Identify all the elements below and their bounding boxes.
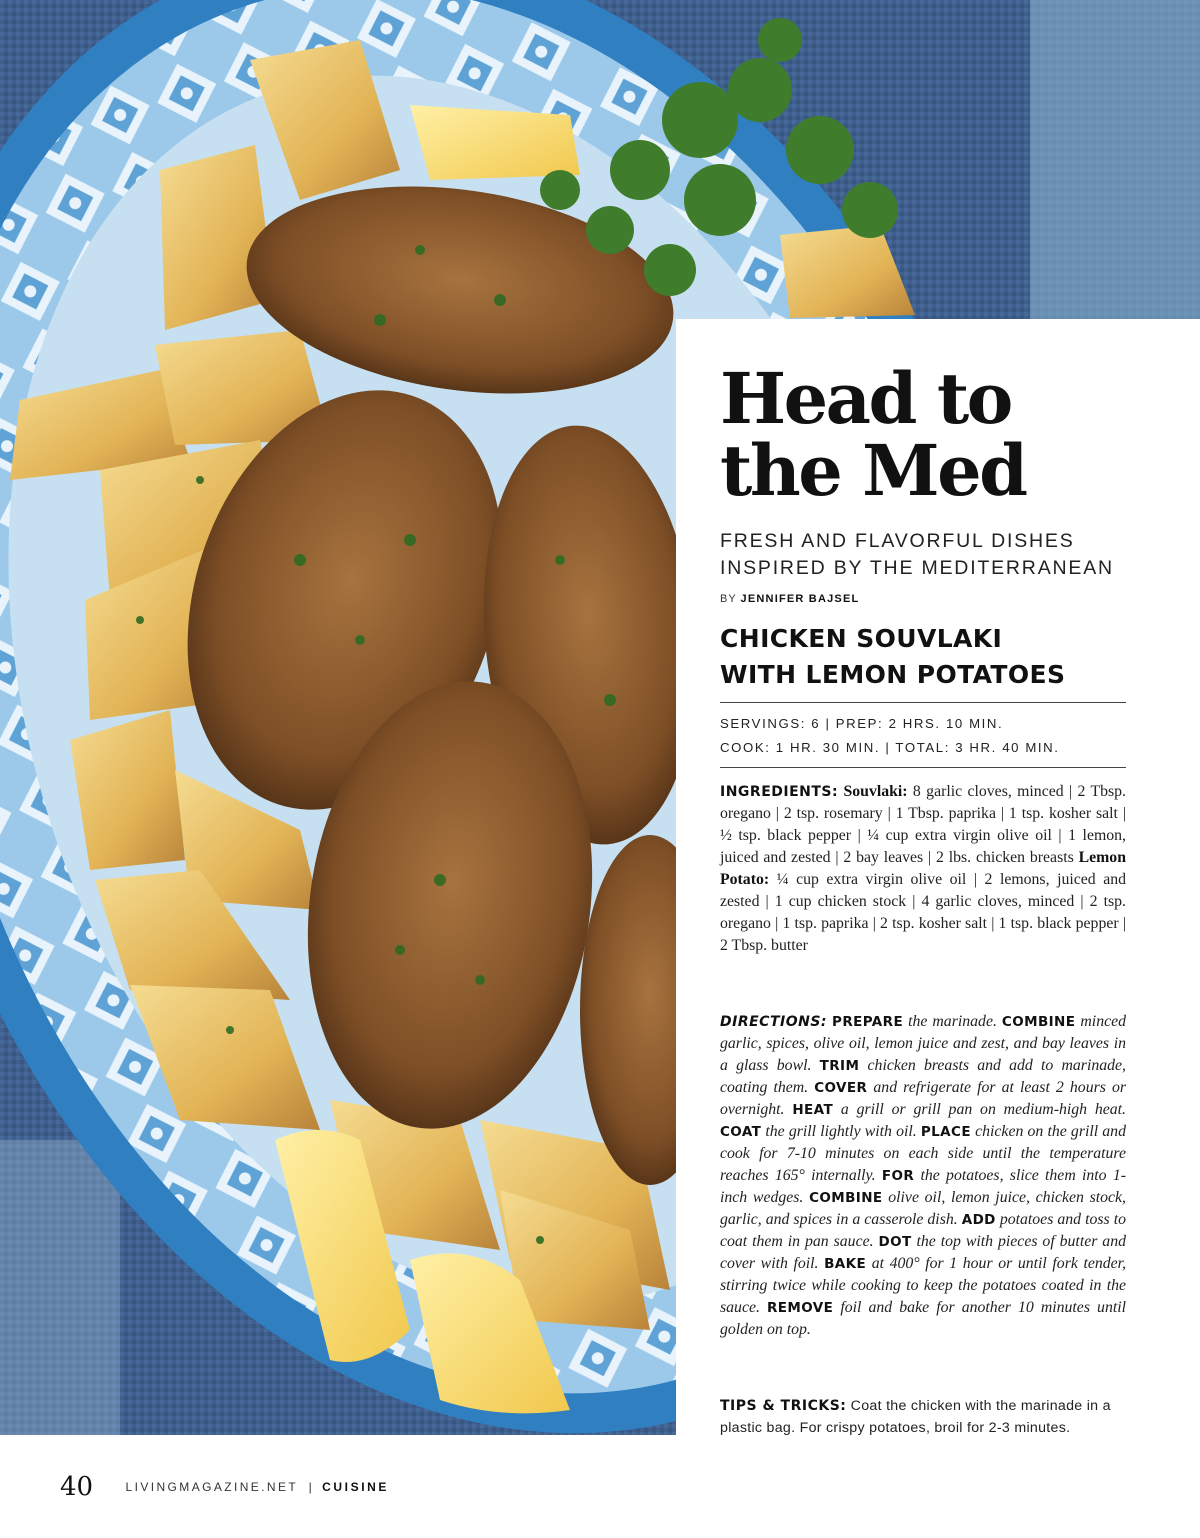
recipe-title [720, 621, 1126, 693]
tips-block [720, 1395, 1126, 1439]
article-title [720, 357, 1126, 512]
page-number: 40 [60, 1472, 94, 1502]
step-keyword: COVER [814, 1080, 868, 1096]
section-name: CUISINE [322, 1480, 390, 1494]
step-text: foil and bake for another 10 minutes until golden on top. [720, 1299, 1127, 1338]
lemon-potato-ingredients: ¼ cup extra virgin olive oil | 2 lemons, juiced and zested | 1 cup chicken stock | 4 garlic cloves, minced | 2 tsp. oregano | 1 tsp. paprika | 2 tsp. kosher salt | 1 tsp. black pepper | 2 Tbsp. butter [720, 871, 1127, 954]
title-line-2: the Med [720, 429, 1026, 512]
step-keyword: DOT [878, 1234, 912, 1250]
step-text: the marinade. [908, 1013, 997, 1030]
ingredients-label: INGREDIENTS: [720, 784, 839, 800]
step-text: chicken breasts and add to marinade, coating them. [720, 1057, 1126, 1096]
step-text: potatoes and toss to coat them in pan sauce. [720, 1211, 1126, 1250]
step-keyword: BAKE [824, 1256, 867, 1272]
byline-prefix: BY [720, 593, 737, 605]
souvlaki-label: Souvlaki: [843, 783, 908, 800]
recipe-title-line-2: WITH LEMON POTATOES [720, 660, 1066, 689]
step-text: the grill lightly with oil. [765, 1123, 917, 1140]
article-subtitle [720, 528, 1126, 582]
footer-separator: | [308, 1480, 312, 1494]
step-keyword: REMOVE [767, 1300, 834, 1316]
step-text: a grill or grill pan on medium-high heat. [840, 1101, 1127, 1118]
step-keyword: FOR [881, 1168, 915, 1184]
directions-label: DIRECTIONS: [720, 1014, 828, 1030]
step-text: minced garlic, spices, olive oil, lemon juice and zest, and bay leaves in a glass bowl. [720, 1013, 1127, 1074]
step-text: and refrigerate for at least 2 hours or overnight. [720, 1079, 1127, 1118]
page-footer [60, 1472, 389, 1508]
recipe-title-line-1: CHICKEN SOUVLAKI [720, 624, 1003, 653]
step-keyword: COMBINE [1001, 1014, 1076, 1030]
step-keyword: COAT [720, 1124, 762, 1140]
site-url: LIVINGMAGAZINE.NET [125, 1480, 299, 1494]
author-name: JENNIFER BAJSEL [740, 593, 860, 605]
lemon-potato-label: Lemon Potato: [720, 849, 1126, 888]
meta-line-2: COOK: 1 HR. 30 MIN. | TOTAL: 3 HR. 40 MIN. [720, 740, 1060, 755]
byline [720, 593, 1126, 605]
divider-bottom [720, 767, 1126, 768]
step-text: the top with pieces of butter and cover with foil. [720, 1233, 1126, 1272]
souvlaki-ingredients: 8 garlic cloves, minced | 2 Tbsp. oregano | 2 tsp. rosemary | 1 Tbsp. paprika | 1 tsp. kosher salt | ½ tsp. black pepper | ¼ cup extra virgin olive oil | 1 lemon, juiced and zested | 2 bay leaves | 2 lbs. chicken breasts [720, 783, 1126, 866]
subtitle-line-1: FRESH AND FLAVORFUL DISHES [720, 530, 1075, 552]
article-panel [676, 319, 1200, 1435]
step-keyword: TRIM [819, 1058, 860, 1074]
subtitle-line-2: INSPIRED BY THE MEDITERRANEAN [720, 557, 1114, 579]
ingredients-block [720, 781, 1126, 957]
tips-text: Coat the chicken with the marinade in a plastic bag. For crispy potatoes, broil for 2-3 minutes. [720, 1398, 1111, 1436]
step-keyword: COMBINE [809, 1190, 883, 1206]
step-keyword: PREPARE [832, 1014, 904, 1030]
meta-line-1: SERVINGS: 6 | PREP: 2 HRS. 10 MIN. [720, 716, 1004, 731]
step-keyword: ADD [961, 1212, 996, 1228]
step-text: olive oil, lemon juice, chicken stock, garlic, and spices in a casserole dish. [720, 1189, 1127, 1228]
step-keyword: PLACE [920, 1124, 971, 1140]
recipe-meta [720, 712, 1126, 760]
divider-top [720, 702, 1126, 703]
title-line-1: Head to [720, 357, 1011, 440]
step-text: chicken on the grill and cook for 7-10 minutes on each side until the temperature reaches 165° internally. [720, 1123, 1126, 1184]
step-text: the potatoes, slice them into 1-inch wedges. [720, 1167, 1127, 1206]
directions-block [720, 1011, 1126, 1341]
step-keyword: HEAT [792, 1102, 834, 1118]
step-text: at 400° for 1 hour or until fork tender, stirring twice while cooking to keep the potatoes coated in the sauce. [720, 1255, 1126, 1316]
tips-label: TIPS & TRICKS: [720, 1398, 847, 1414]
